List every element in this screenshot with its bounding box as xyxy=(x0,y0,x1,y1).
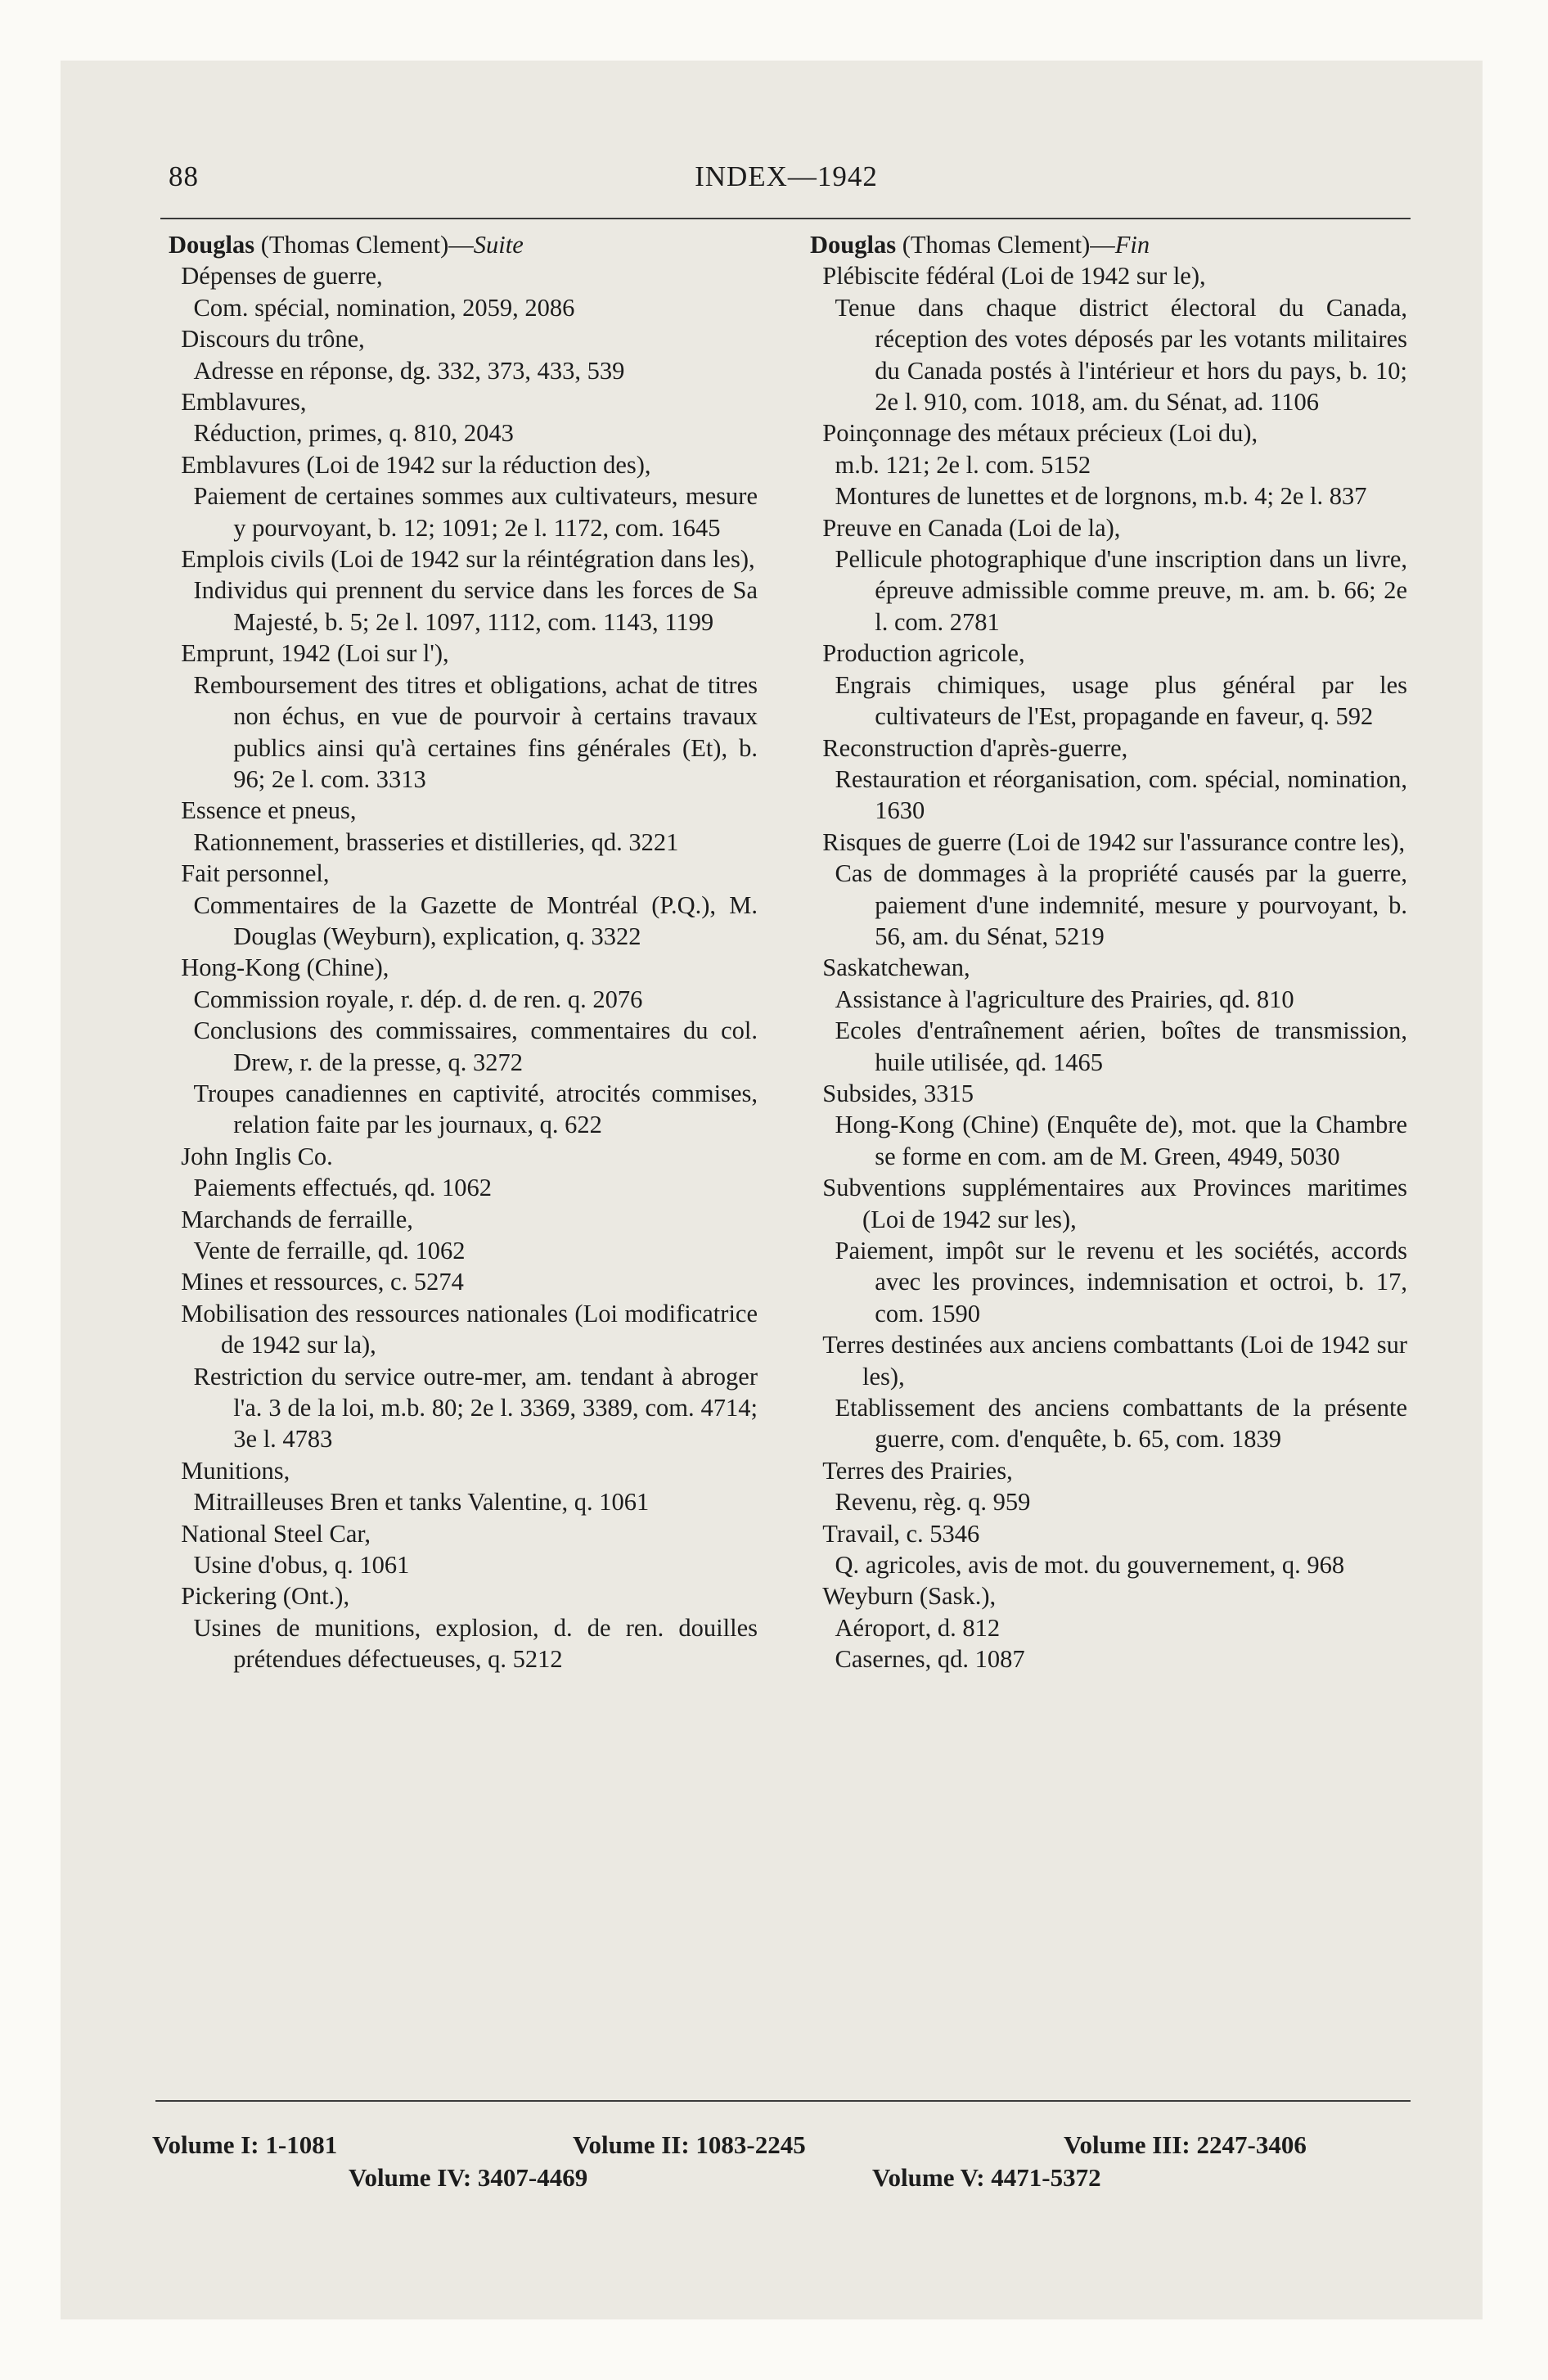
index-entry xyxy=(810,1580,1407,1611)
index-entry xyxy=(169,229,758,260)
index-entry xyxy=(810,1612,1407,1643)
index-entry xyxy=(169,575,758,638)
entry-continuation: Suite xyxy=(473,231,524,259)
index-entry xyxy=(169,386,758,417)
index-entry xyxy=(810,1172,1407,1235)
running-title: INDEX—1942 xyxy=(695,160,878,192)
entry-text: Munitions, xyxy=(181,1456,290,1485)
entry-text: (Thomas Clement)— xyxy=(254,231,474,259)
entry-text: Essence et pneus, xyxy=(181,796,357,825)
entry-text: Dépenses de guerre, xyxy=(181,262,383,291)
entry-text: Hong-Kong (Chine), xyxy=(181,953,389,982)
entry-text: Mines et ressources, c. 5274 xyxy=(181,1268,464,1296)
entry-text: Emplois civils (Loi de 1942 sur la réintégration dans les), xyxy=(181,545,755,574)
entry-text: Commission royale, r. dép. d. de ren. q. 2076 xyxy=(193,985,643,1013)
entry-text: Mobilisation des ressources nationales (Loi modificatrice de 1942 sur la), xyxy=(181,1299,758,1359)
index-entry xyxy=(810,1518,1407,1549)
page-number: 88 xyxy=(169,160,199,192)
index-entry xyxy=(810,1392,1407,1455)
entry-text: Conclusions des commissaires, commentaires du col. Drew, r. de la presse, q. 3272 xyxy=(193,1016,758,1076)
header-rule xyxy=(160,218,1411,219)
index-entry xyxy=(810,1329,1407,1392)
entry-text: Com. spécial, nomination, 2059, 2086 xyxy=(193,293,575,322)
volume-range-1: Volume I: 1-1081 xyxy=(152,2130,338,2159)
footer-rule xyxy=(155,2100,1411,2102)
entry-heading: Douglas xyxy=(810,231,897,259)
entry-text: Weyburn (Sask.), xyxy=(822,1582,997,1611)
volume-range-3: Volume III: 2247-3406 xyxy=(1064,2130,1307,2159)
index-entry xyxy=(810,512,1407,543)
index-entry xyxy=(169,1141,758,1172)
index-entry xyxy=(169,984,758,1015)
index-entry xyxy=(169,952,758,983)
entry-text: Réduction, primes, q. 810, 2043 xyxy=(193,419,514,448)
entry-text: Casernes, qd. 1087 xyxy=(835,1645,1025,1674)
index-entry xyxy=(169,292,758,323)
index-entry xyxy=(810,858,1407,952)
index-entry xyxy=(169,858,758,889)
entry-text: John Inglis Co. xyxy=(181,1142,333,1170)
entry-text: Pellicule photographique d'une inscription dans un livre, épreuve admissible comme preuve, m. am. b. 66; 2e l. com. 2781 xyxy=(835,545,1407,636)
index-entry xyxy=(810,1549,1407,1580)
index-entry xyxy=(169,1486,758,1517)
entry-text: Aéroport, d. 812 xyxy=(835,1613,1001,1642)
index-entry xyxy=(169,355,758,386)
index-entry xyxy=(169,1015,758,1078)
entry-text: Preuve en Canada (Loi de la), xyxy=(822,513,1121,542)
index-entry xyxy=(810,732,1407,764)
index-entry xyxy=(810,1078,1407,1109)
entry-text: Ecoles d'entraînement aérien, boîtes de transmission, huile utilisée, qd. 1465 xyxy=(835,1016,1407,1076)
entry-text: Montures de lunettes et de lorgnons, m.b. 4; 2e l. 837 xyxy=(835,482,1367,511)
entry-text: Subsides, 3315 xyxy=(822,1079,974,1107)
entry-text: Usines de munitions, explosion, d. de ren. douilles prétendues défectueuses, q. 5212 xyxy=(193,1613,758,1674)
entry-text: Plébiscite fédéral (Loi de 1942 sur le), xyxy=(822,262,1206,291)
entry-text: Production agricole, xyxy=(822,639,1025,668)
index-entry xyxy=(169,638,758,669)
entry-text: Etablissement des anciens combattants de la présente guerre, com. d'enquête, b. 65, com. 1839 xyxy=(835,1394,1407,1454)
entry-text: Paiement de certaines sommes aux cultivateurs, mesure y pourvoyant, b. 12; 1091; 2e l. 1172, com. 1645 xyxy=(193,482,758,542)
entry-text: Mitrailleuses Bren et tanks Valentine, q. 1061 xyxy=(193,1488,650,1517)
index-entry xyxy=(169,1455,758,1486)
index-entry xyxy=(169,449,758,480)
entry-text: Terres destinées aux anciens combattants (Loi de 1942 sur les), xyxy=(822,1331,1407,1391)
index-entry xyxy=(169,1204,758,1235)
entry-text: Restauration et réorganisation, com. spécial, nomination, 1630 xyxy=(835,764,1407,825)
index-entry xyxy=(169,543,758,575)
index-entry xyxy=(169,1549,758,1580)
index-entry xyxy=(169,890,758,953)
entry-text: Fait personnel, xyxy=(181,859,330,888)
index-entry xyxy=(810,669,1407,732)
entry-text: Emprunt, 1942 (Loi sur l'), xyxy=(181,639,449,668)
entry-text: (Thomas Clement)— xyxy=(896,231,1115,259)
entry-text: Tenue dans chaque district électoral du Canada, réception des votes déposés par les votants militaires du Canada postés à l'intérieur et hors du pays, b. 10; 2e l. 910, com. 1018, am. du Sénat, ad. 1106 xyxy=(835,293,1407,417)
volume-range-2: Volume II: 1083-2245 xyxy=(573,2130,806,2159)
entry-text: Hong-Kong (Chine) (Enquête de), mot. que la Chambre se forme en com. am de M. Green, 4949, 5030 xyxy=(835,1111,1407,1170)
entry-text: Travail, c. 5346 xyxy=(822,1519,980,1548)
entry-text: m.b. 121; 2e l. com. 5152 xyxy=(835,450,1091,479)
index-entry xyxy=(169,260,758,291)
entry-text: Engrais chimiques, usage plus général par les cultivateurs de l'Est, propagande en faveur, q. 592 xyxy=(835,670,1407,731)
index-column-right xyxy=(810,229,1407,1675)
page-header xyxy=(169,160,1404,198)
entry-text: National Steel Car, xyxy=(181,1519,371,1548)
index-entry xyxy=(169,1172,758,1203)
index-entry xyxy=(169,1580,758,1611)
index-entry xyxy=(810,1486,1407,1517)
entry-text: Subventions supplémentaires aux Provinces maritimes (Loi de 1942 sur les), xyxy=(822,1174,1407,1233)
index-entry xyxy=(169,1078,758,1141)
index-entry xyxy=(810,1643,1407,1675)
entry-text: Cas de dommages à la propriété causés par la guerre, paiement d'une indemnité, mesure y pourvoyant, b. 56, am. du Sénat, 5219 xyxy=(835,859,1407,950)
index-entry xyxy=(169,795,758,826)
index-entry xyxy=(810,764,1407,827)
index-entry xyxy=(810,229,1407,260)
index-entry xyxy=(169,1518,758,1549)
entry-text: Emblavures (Loi de 1942 sur la réduction des), xyxy=(181,450,651,479)
index-entry xyxy=(169,1266,758,1297)
entry-text: Saskatchewan, xyxy=(822,953,970,982)
index-entry xyxy=(169,1235,758,1266)
index-entry xyxy=(169,1612,758,1675)
entry-text: Individus qui prennent du service dans les forces de Sa Majesté, b. 5; 2e l. 1097, 1112, com. 1143, 1199 xyxy=(193,576,758,636)
entry-text: Restriction du service outre-mer, am. tendant à abroger l'a. 3 de la loi, m.b. 80; 2e l. 3369, 3389, com. 4714; 3e l. 4783 xyxy=(193,1362,758,1454)
volume-range-4: Volume IV: 3407-4469 xyxy=(349,2163,588,2192)
entry-text: Q. agricoles, avis de mot. du gouvernement, q. 968 xyxy=(835,1551,1345,1580)
index-entry xyxy=(810,1109,1407,1172)
volume-range-5: Volume V: 4471-5372 xyxy=(872,2163,1101,2192)
entry-text: Pickering (Ont.), xyxy=(181,1582,350,1611)
index-entry xyxy=(810,292,1407,418)
index-entry xyxy=(810,260,1407,291)
index-column-left xyxy=(169,229,758,1675)
index-entry xyxy=(169,1298,758,1361)
entry-text: Commentaires de la Gazette de Montréal (P.Q.), M. Douglas (Weyburn), explication, q. 3322 xyxy=(193,890,758,950)
entry-text: Usine d'obus, q. 1061 xyxy=(193,1551,410,1580)
index-entry xyxy=(810,1455,1407,1486)
index-entry xyxy=(169,669,758,796)
entry-text: Vente de ferraille, qd. 1062 xyxy=(193,1237,466,1264)
entry-text: Marchands de ferraille, xyxy=(181,1205,413,1233)
entry-text: Terres des Prairies, xyxy=(822,1456,1013,1485)
entry-text: Paiement, impôt sur le revenu et les sociétés, accords avec les provinces, indemnisation et octroi, b. 17, com. 1590 xyxy=(835,1237,1407,1327)
index-entry xyxy=(810,952,1407,983)
index-entry xyxy=(810,1015,1407,1078)
index-entry xyxy=(169,827,758,858)
entry-text: Rationnement, brasseries et distilleries, qd. 3221 xyxy=(193,827,679,856)
entry-text: Troupes canadiennes en captivité, atrocités commises, relation faite par les journaux, q. 622 xyxy=(193,1079,758,1139)
entry-heading: Douglas xyxy=(169,231,255,259)
index-entry xyxy=(810,827,1407,858)
entry-text: Discours du trône, xyxy=(181,325,365,354)
entry-text: Poinçonnage des métaux précieux (Loi du), xyxy=(822,419,1258,448)
entry-text: Reconstruction d'après-guerre, xyxy=(822,733,1128,762)
index-entry xyxy=(810,449,1407,480)
entry-text: Remboursement des titres et obligations, achat de titres non échus, en vue de pourvoir à certains travaux publics ainsi qu'à certaines fins générales (Et), b. 96; 2e l. com. 3313 xyxy=(193,670,758,793)
entry-text: Adresse en réponse, dg. 332, 373, 433, 539 xyxy=(193,356,625,385)
index-entry xyxy=(169,1361,758,1455)
index-entry xyxy=(810,480,1407,512)
index-entry xyxy=(810,984,1407,1015)
index-entry xyxy=(810,638,1407,669)
entry-text: Revenu, règ. q. 959 xyxy=(835,1488,1031,1517)
index-entry xyxy=(810,1235,1407,1329)
index-entry xyxy=(169,323,758,354)
entry-text: Assistance à l'agriculture des Prairies, qd. 810 xyxy=(835,985,1294,1013)
entry-text: Risques de guerre (Loi de 1942 sur l'assurance contre les), xyxy=(822,827,1406,856)
entry-text: Emblavures, xyxy=(181,388,307,417)
index-entry xyxy=(810,543,1407,638)
index-entry xyxy=(169,417,758,449)
entry-text: Paiements effectués, qd. 1062 xyxy=(193,1174,492,1202)
entry-continuation: Fin xyxy=(1114,231,1150,259)
index-entry xyxy=(169,480,758,543)
index-entry xyxy=(810,417,1407,449)
